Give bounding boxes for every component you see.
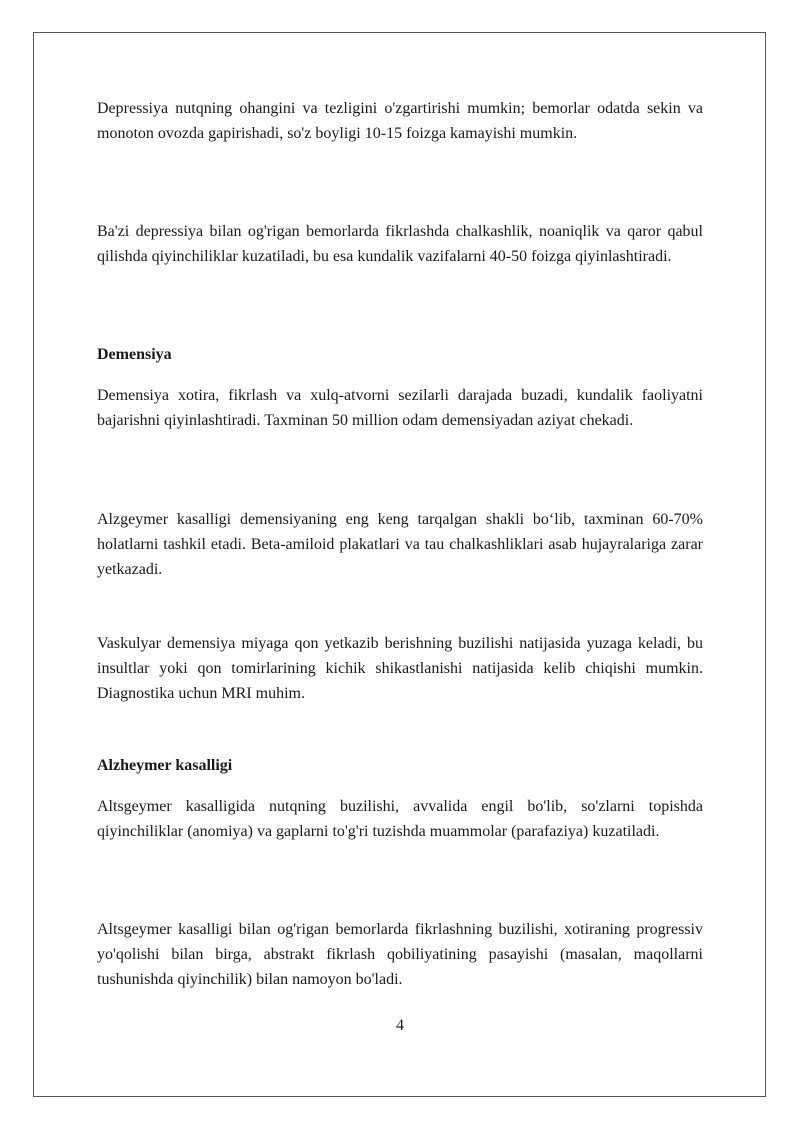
paragraph-depression-speech: Depressiya nutqning ohangini va tezligini o'zgartirishi mumkin; bemorlar odatda sekin va monoton ovozda gapirishadi, so'z boyligi 10-15 foizga kamayishi mumkin. [97,100,703,142]
paragraph-depression-thinking: Ba'zi depressiya bilan og'rigan bemorlarda fikrlashda chalkashlik, noaniqlik va qaror qabul qilishda qiyinchiliklar kuzatiladi, bu esa kundalik vazifalarni 40-50 foizga qiyinlashtiradi. [97,223,703,265]
heading-alzheimer: Alzheymer kasalligi [97,757,233,774]
heading-dementia: Demensiya [97,346,172,363]
paragraph-vascular-dementia: Vaskulyar demensiya miyaga qon yetkazib berishning buzilishi natijasida yuzaga keladi, bu insultlar yoki qon tomirlarining kichik shikastlanishi natijasida kelib chiqishi mumkin. Diagnostika uchun MRI muhim. [97,635,703,702]
paragraph-alzheimer-thinking: Altsgeymer kasalligi bilan og'rigan bemorlarda fikrlashning buzilishi, xotiraning progressiv yo'qolishi bilan birga, abstrakt fikrlash qobiliyatining pasayishi (masalan, maqollarni tushunishda qiyinchilik) bilan namoyon bo'ladi. [97,921,703,988]
paragraph-dementia-overview: Demensiya xotira, fikrlash va xulq-atvorni sezilarli darajada buzadi, kundalik faoliyatni bajarishni qiyinlashtiradi. Taxminan 50 million odam demensiyadan aziyat chekadi. [97,387,703,429]
paragraph-alzheimer-speech: Altsgeymer kasalligida nutqning buzilishi, avvalida engil bo'lib, so'zlarni topishda qiyinchiliklar (anomiya) va gaplarni to'g'ri tuzishda muammolar (parafaziya) kuzatiladi. [97,798,703,840]
paragraph-alzheimer-form: Alzgeymer kasalligi demensiyaning eng keng tarqalgan shakli bo‘lib, taxminan 60-70% holatlarni tashkil etadi. Beta-amiloid plakatlari va tau chalkashliklari asab hujayralariga zarar yetkazadi. [97,511,703,578]
page-number: 4 [396,1017,404,1034]
